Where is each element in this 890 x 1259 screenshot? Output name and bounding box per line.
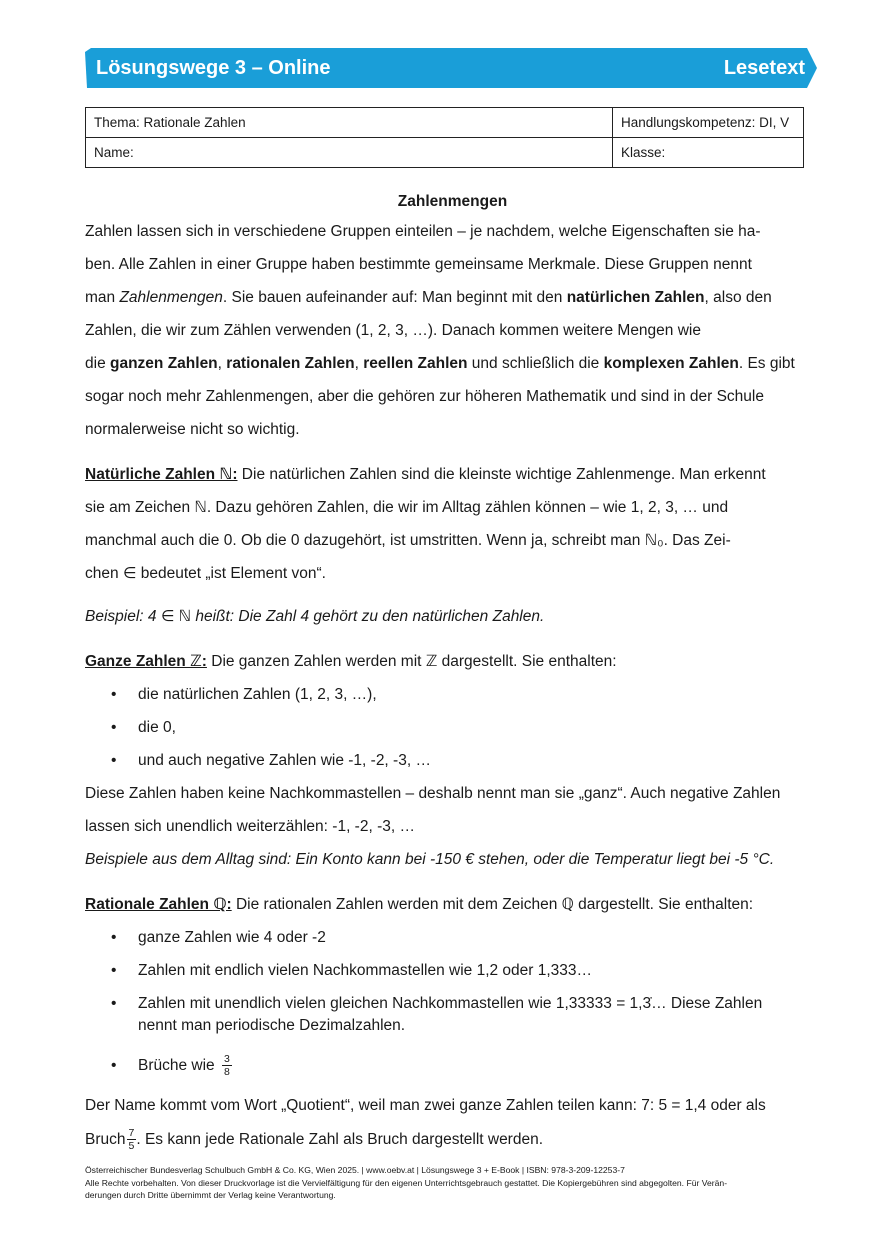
list-item: • und auch negative Zahlen wie -1, -2, -3, …	[111, 752, 431, 769]
intro-text: . Es gibt	[738, 355, 795, 372]
natural-text: Die natürlichen Zahlen sind die kleinste wichtige Zahlenmenge. Man erkennt	[237, 466, 766, 483]
fraction-denominator: 5	[128, 1140, 135, 1153]
intro-bold: rationalen Zahlen	[226, 355, 355, 372]
natural-text: chen ∈ bedeutet „ist Element von“.	[85, 565, 326, 582]
list-item: • Brüche wie $\frac{3}{8}$	[111, 1053, 230, 1079]
intro-text: . Sie bauen aufeinander auf: Man beginnt mit den	[222, 289, 567, 306]
intro-line: sogar noch mehr Zahlenmengen, aber die gehören zur höheren Mathematik und sind in der Schule	[85, 388, 764, 405]
intro-text: die	[85, 355, 110, 372]
intro-line: Zahlen lassen sich in verschiedene Gruppen einteilen – je nachdem, welche Eigenschaften sie ha-	[85, 223, 761, 240]
name-field[interactable]: Name:	[86, 138, 613, 168]
natural-text: manchmal auch die 0. Ob die 0 dazugehört, ist umstritten. Wenn ja, schreibt man ℕ₀. Das Zei-	[85, 532, 731, 549]
natural-numbers-section	[85, 458, 820, 633]
header-category: Lesetext	[723, 57, 805, 79]
intro-text: und schließlich die	[467, 355, 604, 372]
intro-paragraph	[85, 215, 820, 446]
list-item-text: Zahlen mit endlich vielen Nachkommastellen wie 1,2 oder 1,333…	[138, 962, 593, 979]
intro-line: ben. Alle Zahlen in einer Gruppe haben bestimmte gemeinsame Merkmale. Diese Gruppen nennt	[85, 256, 752, 273]
intro-bold: reellen Zahlen	[363, 355, 468, 372]
intro-emphasis: Zahlenmengen	[119, 289, 223, 306]
competence-cell: Handlungskompetenz: DI, V	[613, 108, 804, 138]
fraction-numerator: 7	[128, 1127, 135, 1140]
header-title: Lösungswege 3 – Online	[96, 57, 331, 79]
list-item: • ganze Zahlen wie 4 oder -2	[111, 929, 326, 946]
footer-rights-cont: derungen durch Dritte übernimmt der Verlag keine Verantwortung.	[85, 1190, 336, 1200]
intro-text: ,	[217, 355, 227, 372]
integers-list	[85, 678, 820, 777]
footer-rights: Alle Rechte vorbehalten. Von dieser Druckvorlage ist die Vervielfältigung für den eigenen Unterrichtsgebrauch gestattet. Die Kopiergebühren sind abgegolten. Für Verän-	[85, 1177, 728, 1188]
fraction-numerator: 3	[224, 1053, 230, 1066]
list-item: • die 0,	[111, 719, 176, 736]
list-item-text: Brüche wie	[138, 1057, 215, 1074]
intro-text: , also den	[704, 289, 772, 306]
class-field[interactable]: Klasse:	[613, 138, 804, 168]
info-table	[85, 107, 804, 168]
main-content	[85, 188, 820, 1158]
intro-bold: komplexen Zahlen	[603, 355, 739, 372]
list-item: • Zahlen mit endlich vielen Nachkommastellen wie 1,2 oder 1,333…	[111, 962, 593, 979]
list-item-text: die natürlichen Zahlen (1, 2, 3, …),	[138, 686, 377, 703]
natural-heading: Natürliche Zahlen ℕ:	[85, 466, 238, 483]
rationals-section	[85, 888, 820, 1158]
integers-text: Diese Zahlen haben keine Nachkommastellen – deshalb nennt man sie „ganz“. Auch negative Zahlen	[85, 785, 781, 802]
natural-text: sie am Zeichen ℕ. Dazu gehören Zahlen, die wir im Alltag zählen können – wie 1, 2, 3, … und	[85, 499, 729, 516]
intro-bold: natürlichen Zahlen	[566, 289, 705, 306]
list-item-text: und auch negative Zahlen wie -1, -2, -3, …	[138, 752, 431, 769]
list-item: • die natürlichen Zahlen (1, 2, 3, …),	[111, 686, 377, 703]
rationals-list	[85, 921, 820, 1089]
rationals-text: Der Name kommt vom Wort „Quotient“, weil man zwei ganze Zahlen teilen kann: 7: 5 = 1,4 oder als	[85, 1097, 766, 1114]
rationals-heading: Rationale Zahlen ℚ:	[85, 896, 232, 913]
rationals-text: . Es kann jede Rationale Zahl als Bruch dargestellt werden.	[136, 1131, 544, 1148]
integers-example: Beispiele aus dem Alltag sind: Ein Konto kann bei -150 € stehen, oder die Temperatur liegt bei -5 °C.	[85, 851, 775, 868]
fraction-seven-fifths	[127, 1127, 137, 1152]
integers-heading: Ganze Zahlen ℤ:	[85, 653, 207, 670]
list-item-text: ganze Zahlen wie 4 oder -2	[138, 929, 326, 946]
page-title: Zahlenmengen	[397, 193, 508, 210]
list-item-text: die 0,	[138, 719, 176, 736]
footer-publisher: Österreichischer Bundesverlag Schulbuch GmbH & Co. KG, Wien 2025. | www.oebv.at | Lösungswege 3 + E-Book | ISBN: 978-3-209-12253-7	[85, 1165, 625, 1175]
fraction-denominator: 8	[224, 1066, 230, 1079]
integers-text: Die ganzen Zahlen werden mit ℤ dargestellt. Sie enthalten:	[206, 653, 617, 670]
rationals-text: Die rationalen Zahlen werden mit dem Zeichen ℚ dargestellt. Sie enthalten:	[231, 896, 754, 913]
intro-text: man	[85, 289, 120, 306]
topic-cell: Thema: Rationale Zahlen	[86, 108, 613, 138]
rationals-text: Bruch	[85, 1131, 126, 1148]
list-item-text: nennt man periodische Dezimalzahlen.	[138, 1017, 406, 1034]
header-banner	[85, 48, 817, 88]
integers-section	[85, 645, 820, 876]
intro-bold: ganzen Zahlen	[110, 355, 218, 372]
fraction-three-eighths	[222, 1053, 232, 1078]
intro-text: ,	[354, 355, 364, 372]
intro-line: normalerweise nicht so wichtig.	[85, 421, 300, 438]
list-item: • Zahlen mit unendlich vielen gleichen Nachkommastellen wie 1,33333 = 1,3̇… Diese Zahlen nennt man periodische Dezimalzahlen.	[111, 995, 763, 1034]
integers-text: lassen sich unendlich weiterzählen: -1, -2, -3, …	[85, 818, 415, 835]
natural-example: Beispiel: 4 ∈ ℕ heißt: Die Zahl 4 gehört zu den natürlichen Zahlen.	[85, 608, 545, 625]
intro-line: Zahlen, die wir zum Zählen verwenden (1, 2, 3, …). Danach kommen weitere Mengen wie	[85, 322, 701, 339]
list-item-text: Zahlen mit unendlich vielen gleichen Nachkommastellen wie 1,33333 = 1,3̇… Diese Zahlen	[138, 995, 763, 1012]
footer	[85, 1164, 820, 1202]
